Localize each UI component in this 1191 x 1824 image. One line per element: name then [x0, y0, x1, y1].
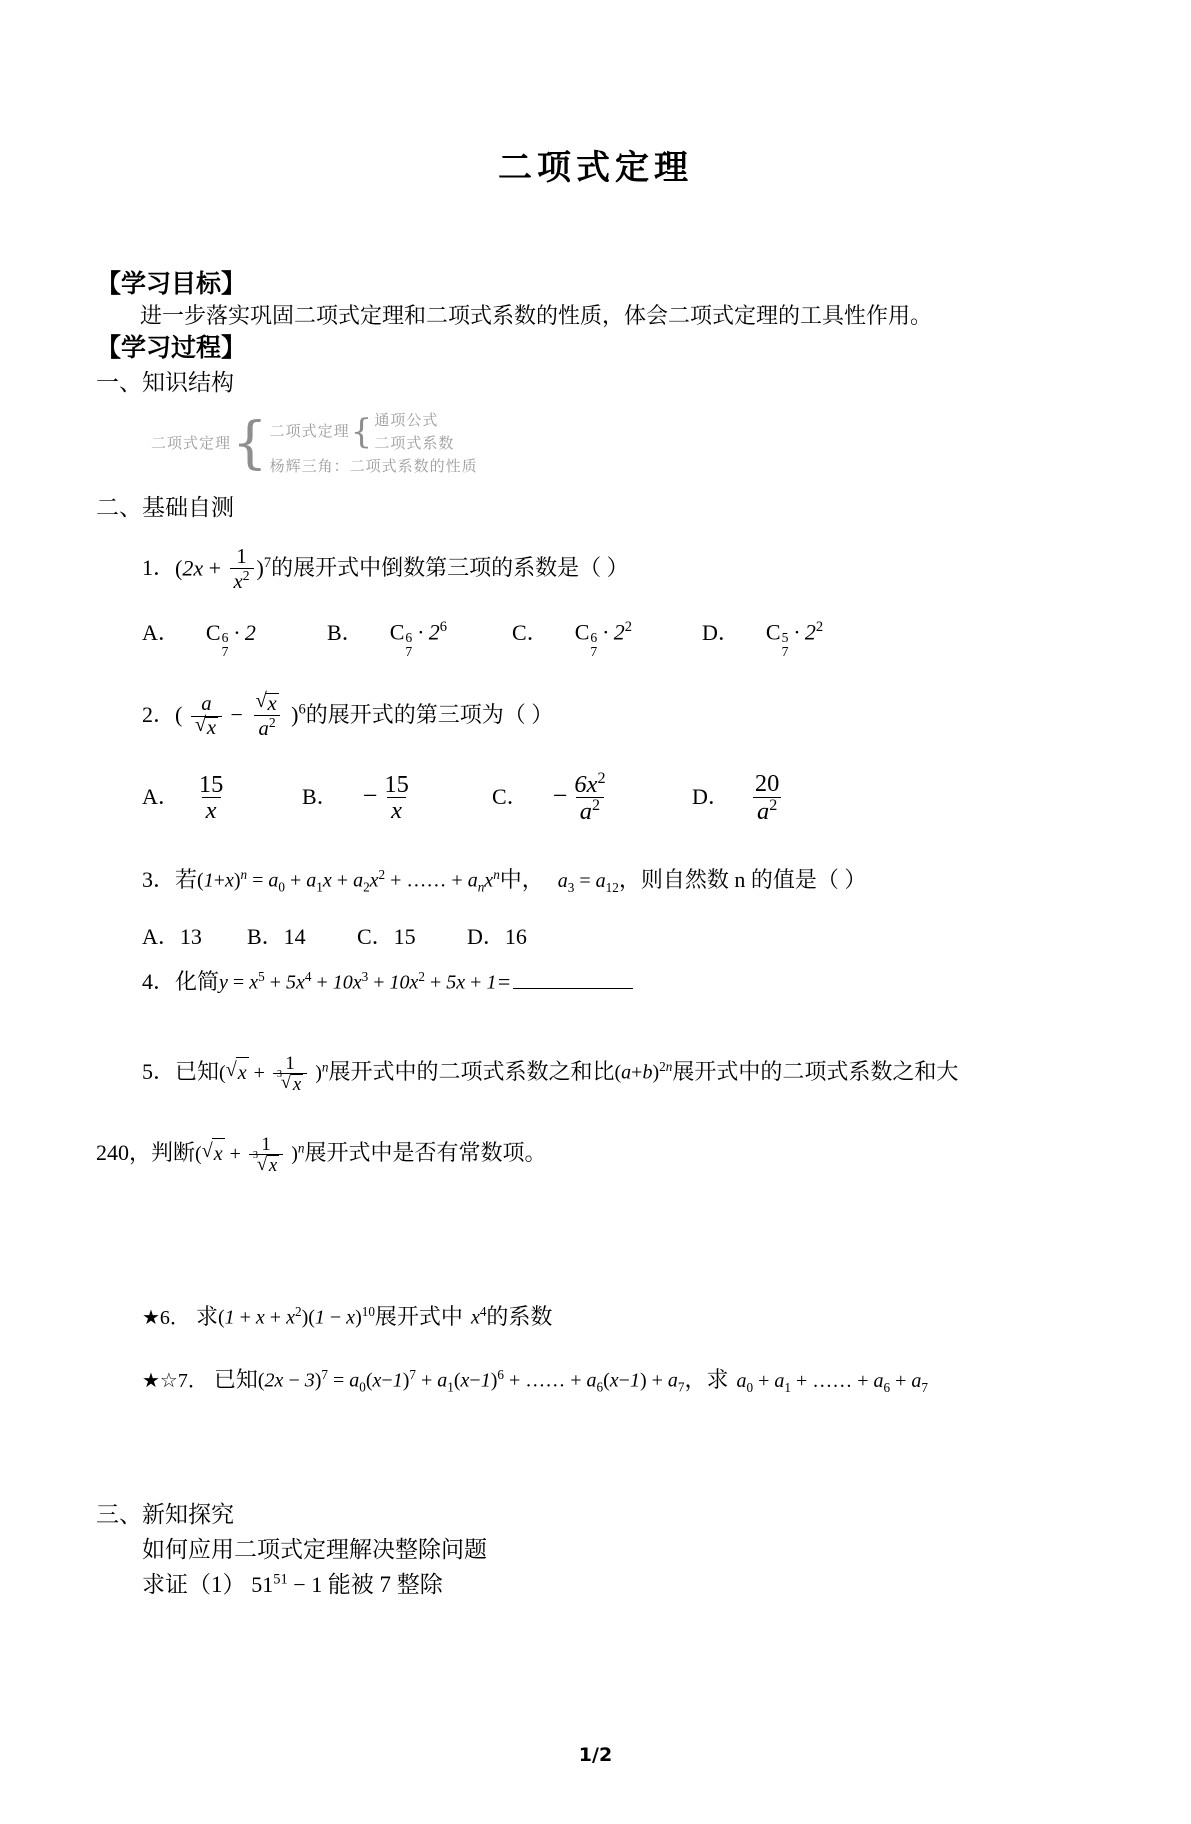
- question-5-prefix: 已知: [175, 1058, 220, 1084]
- question-3-mid: 中，: [499, 866, 544, 892]
- question-5-number: 5．: [142, 1058, 176, 1084]
- part3-line-1: 如何应用二项式定理解决整除问题: [142, 1536, 487, 1562]
- question-4-answer-blank[interactable]: [513, 988, 633, 989]
- part3-line-2-expression: $51^{51} - 1$: [251, 1571, 323, 1598]
- question-4-expression: $y = x^5 + 5x^4 + 10x^3 + 10x^2 + 5x + 1$: [219, 968, 497, 994]
- question-4-prefix: 化简: [175, 968, 220, 994]
- option-2-d-value: $\frac{20}{a^2}$: [754, 770, 780, 825]
- question-6-mid: 展开式中: [374, 1303, 463, 1329]
- question-3-prefix: 若: [175, 866, 198, 892]
- page-footer: 1/2: [578, 1744, 613, 1766]
- question-3-expression: $(1+x)^n = a_0 + a_1x + a_2x^2$ + …… + $a_nx^n$: [197, 867, 500, 895]
- question-4-equals: =: [496, 968, 512, 994]
- question-2: [142, 693, 1095, 741]
- option-1-d-value: C 5 7 · $2^2$: [765, 619, 824, 659]
- question-4: [142, 965, 1095, 998]
- question-7: [142, 1363, 1095, 1398]
- question-2-text: 的展开式的第三项为（ ）: [305, 701, 554, 727]
- option-1-a-value: C 6 7 · 2: [205, 619, 256, 659]
- option-1-b-value: C 6 7 · $2^6$: [389, 619, 447, 659]
- diagram-inner-brace-icon: {: [350, 412, 373, 453]
- option-1-c-value: C 6 7 · $2^2$: [574, 619, 632, 659]
- question-5-line2: [96, 1135, 1095, 1176]
- part3-line-2-suffix: 能被 7 整除: [327, 1572, 443, 1598]
- question-2-expression: ( a √ x − √ $\frac{x}{a^2}$ )$^6$: [175, 693, 306, 741]
- question-7-mid: ，求: [684, 1366, 729, 1392]
- option-1-c[interactable]: [512, 616, 702, 659]
- question-7-prefix: 已知: [213, 1366, 258, 1392]
- option-1-d-label: D．: [702, 619, 740, 645]
- option-3-d[interactable]: D．16: [467, 923, 527, 949]
- option-3-b[interactable]: B．14: [247, 923, 306, 949]
- question-2-number: 2．: [142, 701, 176, 727]
- question-3-expression-2: $a_3 = a_{12}$: [557, 869, 619, 895]
- option-1-a[interactable]: [142, 616, 327, 659]
- question-1: [142, 547, 1095, 594]
- diagram-branch1-item-1: 二项式系数: [374, 435, 455, 452]
- page-title: 二项式定理: [498, 148, 693, 188]
- part3-heading: 三、新知探究: [96, 1501, 234, 1527]
- question-1-options: [142, 616, 1095, 659]
- option-2-d[interactable]: [692, 771, 786, 824]
- question-5-line2-expression: ( √ x + 1 √ 3 x )$^n$: [195, 1135, 304, 1176]
- question-7-expression-2: $a_0 + a_1$ + …… + $a_6 + a_7$: [736, 1369, 929, 1395]
- diagram-branch1-item-0: 通项公式: [374, 412, 439, 429]
- option-1-d[interactable]: [702, 616, 823, 659]
- question-3-number: 3．: [142, 866, 176, 892]
- objectives-heading: 【学习目标】: [96, 269, 247, 298]
- option-2-b-value: − $\frac{15}{x}$: [362, 770, 409, 825]
- diagram-outer-brace-icon: {: [232, 411, 268, 477]
- objectives-text: 进一步落实巩固二项式定理和二项式系数的性质，体会二项式定理的工具性作用。: [140, 303, 933, 328]
- option-2-d-label: D．: [692, 783, 730, 809]
- option-1-b-label: B．: [327, 619, 364, 645]
- question-6-text: 的系数: [486, 1303, 553, 1329]
- question-4-number: 4．: [142, 968, 176, 994]
- question-5-mid: 展开式中的二项式系数之和比: [328, 1058, 615, 1084]
- diagram-root-label: 二项式定理: [151, 435, 232, 452]
- option-1-a-label: A．: [142, 619, 180, 645]
- option-2-a[interactable]: [142, 772, 302, 824]
- question-5-expression-2: $(a+b)^{2n}$: [614, 1059, 673, 1084]
- question-2-options: [142, 771, 1095, 825]
- option-2-c-label: C．: [492, 783, 529, 809]
- question-6-number: ★6．: [142, 1306, 190, 1329]
- option-3-a[interactable]: A．13: [142, 923, 202, 949]
- question-1-number: 1．: [142, 555, 176, 581]
- question-5-expression: ( √ x + 1 √ 3 x )$^n$: [219, 1054, 328, 1095]
- question-1-expression: (2x + $\frac{1}{x^2}$ )$^7$: [175, 545, 272, 594]
- option-2-b-label: B．: [302, 783, 339, 809]
- question-6: [142, 1300, 1095, 1333]
- objectives-section: [96, 267, 1095, 331]
- part2-heading: 二、基础自测: [96, 495, 234, 521]
- option-2-c-value: − $\frac{6x^2}{a^2}$: [552, 769, 606, 826]
- process-section: [96, 331, 1095, 524]
- option-2-a-label: A．: [142, 783, 180, 809]
- question-1-text: 的展开式中倒数第三项的系数是（ ）: [271, 555, 629, 581]
- knowledge-structure-diagram: [151, 410, 1095, 480]
- option-2-c[interactable]: [492, 771, 692, 825]
- diagram-branch1-label: 二项式定理: [269, 424, 350, 441]
- question-5-line2-prefix: 240，判断: [96, 1139, 196, 1165]
- question-3-text: ，则自然数 n 的值是（ ）: [618, 866, 867, 892]
- part1-heading: 一、知识结构: [96, 370, 234, 396]
- option-2-a-value: $\frac{15}{x}$: [198, 770, 224, 825]
- question-6-expression: $(1 + x + x^2)(1 - x)^{10}$: [217, 1304, 375, 1329]
- question-5-text: 展开式中的二项式系数之和大: [672, 1058, 959, 1084]
- question-6-prefix: 求: [195, 1303, 218, 1329]
- part3-section: [96, 1498, 1095, 1602]
- option-2-b[interactable]: [302, 772, 492, 824]
- part3-line-2-prefix: 求证（1）: [142, 1572, 246, 1598]
- option-1-b[interactable]: [327, 616, 512, 659]
- part3-line-2: [142, 1568, 1095, 1601]
- process-heading: 【学习过程】: [96, 333, 247, 363]
- diagram-branch2-label: 杨辉三角：二项式系数的性质: [269, 459, 478, 476]
- question-5: [142, 1054, 1095, 1095]
- question-7-number: ★☆7．: [142, 1369, 208, 1392]
- document-page: [0, 140, 1191, 1824]
- question-3-options: [142, 920, 1095, 951]
- option-1-c-label: C．: [512, 619, 549, 645]
- question-6-expression-2: $x^4$: [470, 1304, 487, 1329]
- question-5-line2-text: 展开式中是否有常数项。: [304, 1139, 547, 1165]
- option-3-c[interactable]: C．15: [357, 923, 416, 949]
- question-7-expression: $(2x - 3)^7 = a_0(x-1)^7 + a_1(x-1)^6$ + …… + $a_6(x-1) + a_7$: [257, 1367, 685, 1395]
- question-3: [142, 863, 1095, 898]
